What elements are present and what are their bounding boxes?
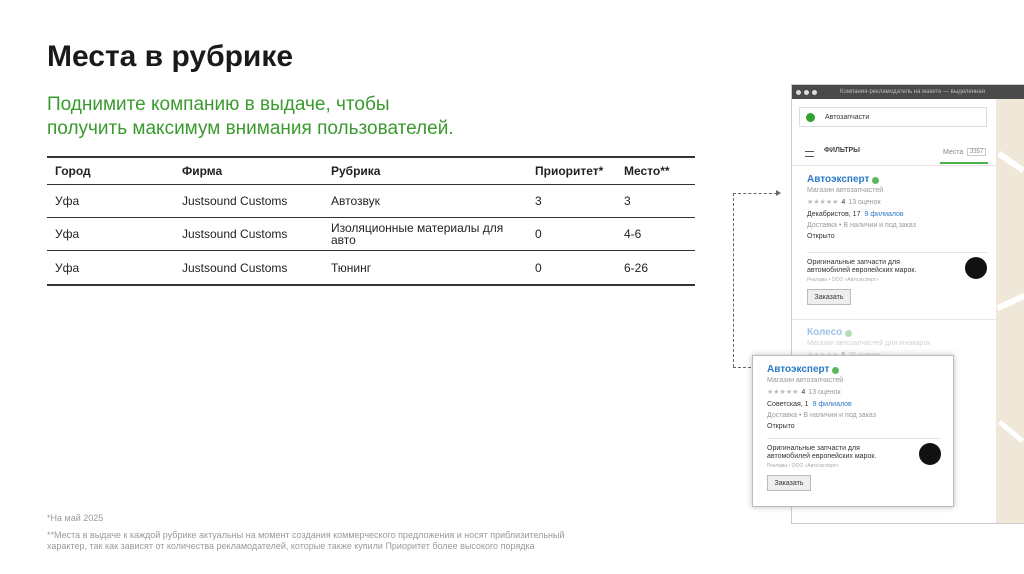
search-value: Автозапчасти [825,113,870,121]
filter-icon[interactable] [805,151,814,157]
cell-firm: Justsound Customs [182,260,288,275]
card-address: Декабристов, 17 [807,211,861,218]
cell-priority: 0 [535,260,542,275]
map-road [997,151,1024,173]
table-row [47,185,695,218]
verified-icon [832,367,839,374]
filters-button[interactable]: ФИЛЬТРЫ [824,147,861,154]
card-status: Открыто [807,233,835,240]
header-place: Место** [624,164,670,178]
map-road [996,293,1024,311]
stars-icon: ★★★★★ [807,199,839,206]
footnote-disclaimer-2: характер, так как зависят от количества рекламодателей, которые также купили Приоритет более высокого порядка [47,541,535,551]
card-category: Магазин автозапчастей [807,187,884,194]
cell-city: Уфа [55,260,80,275]
connector-line [733,367,751,368]
footnote-date: *На май 2025 [47,513,104,523]
header-rubric: Рубрика [331,164,381,178]
card-rating: 4 [841,199,846,206]
placement-table [47,156,695,286]
table-row [47,218,695,251]
advertiser-logo-icon [965,257,987,279]
card-name[interactable]: Автоэксперт [767,364,830,375]
map-area [996,99,1024,524]
connector-line [733,193,734,367]
window-dot-icon [796,90,801,95]
subtitle-line-2: получить максимум внимания пользователей. [47,118,454,139]
verified-icon [872,177,879,184]
cell-city: Уфа [55,227,80,241]
cell-place: 6-26 [624,260,649,275]
card-name[interactable]: Автоэксперт [807,174,870,185]
table-row [47,251,695,284]
window-title: Компания-рекламодатель на макете — выделенная [840,89,985,95]
slide-title: Места в рубрике [47,40,294,73]
ad-source: Реклама • ООО «Автоэксперт» [807,277,879,283]
connector-line [733,193,777,194]
cell-firm: Justsound Customs [182,194,288,208]
tab-places[interactable]: Места [943,149,964,156]
cell-priority: 0 [535,227,542,241]
window-dot-icon [804,90,809,95]
header-firm: Фирма [182,164,223,178]
subtitle-line-1: Поднимите компанию в выдаче, чтобы [47,94,390,115]
map-road [998,420,1024,443]
highlighted-card-popup [752,355,954,507]
card-category: Магазин автозапчастей [767,377,844,384]
card-delivery: Доставка • В наличии и под заказ [807,222,916,229]
cell-rubric: Автозвук [331,194,380,208]
card-name[interactable]: Колесо [807,327,843,338]
header-priority: Приоритет* [535,164,604,178]
window-titlebar [792,85,1024,99]
tab-underline [940,162,988,164]
order-button[interactable]: Заказать [767,475,811,491]
slide-subtitle [47,93,507,141]
arrow-icon [776,190,781,196]
cell-rubric: Изоляционные материалы для авто [331,221,504,247]
places-count-badge: 3357 [967,148,986,156]
window-dot-icon [812,90,817,95]
cell-place: 4-6 [624,227,642,241]
highlighted-card[interactable] [767,364,941,491]
card-delivery: Доставка • В наличии и под заказ [767,412,876,419]
card-status: Открыто [767,423,795,430]
cell-city: Уфа [55,194,80,208]
stars-icon: ★★★★★ [767,389,799,396]
ad-text: Оригинальные запчасти для автомобилей европейских марок. [767,445,877,460]
cell-rubric: Тюнинг [331,260,372,275]
cell-firm: Justsound Customs [182,227,288,241]
card-branches-link[interactable]: 9 филиалов [812,401,852,408]
order-button[interactable]: Заказать [807,289,851,305]
cell-priority: 3 [535,194,542,208]
divider [792,319,996,320]
footnote-disclaimer-1: **Места в выдаче к каждой рубрике актуальны на момент создания коммерческого предложения и носят приблизительный [47,530,565,540]
cell-place: 3 [624,194,631,208]
card-reviews[interactable]: 13 оценок [808,389,841,396]
card-category: Магазин автозапчастей для иномарок [807,340,931,347]
location-pin-icon [806,113,815,122]
result-card-avtoexpert[interactable] [807,174,987,305]
card-address: Советская, 1 [767,401,809,408]
header-city: Город [55,164,91,178]
card-reviews[interactable]: 13 оценок [848,199,881,206]
advertiser-logo-icon [919,443,941,465]
card-ad [767,438,941,469]
verified-icon [845,330,852,337]
table-header [47,158,695,185]
card-ad [807,252,987,283]
search-input[interactable] [799,107,987,127]
card-branches-link[interactable]: 9 филиалов [864,211,904,218]
divider [792,165,996,166]
ad-source: Реклама • ООО «Автоэксперт» [767,463,839,469]
card-rating: 4 [801,389,806,396]
ad-text: Оригинальные запчасти для автомобилей европейских марок. [807,259,917,274]
